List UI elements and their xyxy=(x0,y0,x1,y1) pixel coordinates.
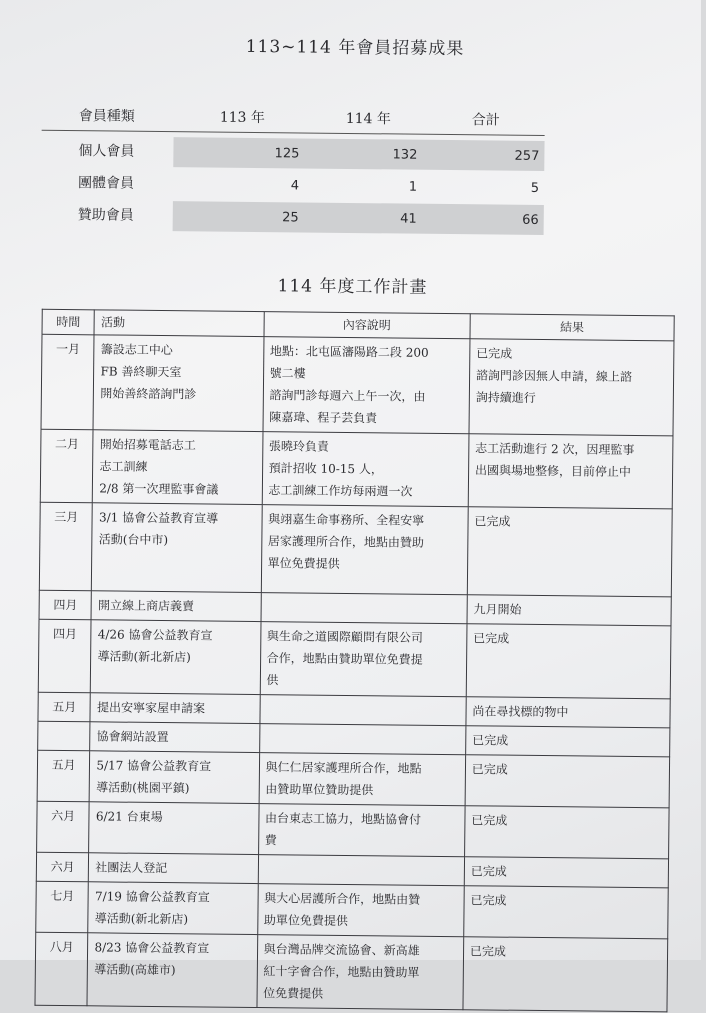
time-cell-line: 四月 xyxy=(52,626,78,642)
member-type: 個人會員 xyxy=(78,143,135,160)
member-type: 團體會員 xyxy=(78,175,135,192)
activity-cell xyxy=(88,882,258,935)
result-cell-line: 已完成 xyxy=(471,813,508,828)
result-cell xyxy=(466,726,670,757)
description-cell-line: 與仁仁居家護理所合作，地點 xyxy=(265,760,422,776)
result-cell xyxy=(464,857,668,888)
description-cell-line: 張曉玲負責 xyxy=(268,439,330,454)
activity-cell-line: 志工訓練 xyxy=(99,459,148,474)
description-cell xyxy=(260,695,467,726)
table-row xyxy=(36,881,668,939)
count-total: 5 xyxy=(530,180,540,196)
time-cell xyxy=(37,801,90,853)
time-cell xyxy=(40,429,93,503)
result-cell-line: 已完成 xyxy=(471,762,508,777)
activity-cell xyxy=(90,751,260,804)
description-cell-line: 由台東志工協力，地點協會付 xyxy=(264,811,422,827)
description-cell-line: 助單位免費提供 xyxy=(263,913,349,929)
time-cell-line: 六月 xyxy=(51,808,76,824)
work-plan-table xyxy=(34,309,674,1013)
count-114: 1 xyxy=(408,179,418,195)
summary-header-113: 113 年 xyxy=(219,109,266,127)
description-cell-line: 供 xyxy=(266,673,279,688)
description-cell xyxy=(257,884,464,937)
description-cell-line: 號二樓 xyxy=(269,366,306,381)
result-cell xyxy=(464,886,669,939)
count-113: 4 xyxy=(290,178,300,194)
count-total: 66 xyxy=(522,212,539,228)
time-cell-line: 六月 xyxy=(50,859,75,875)
result-cell xyxy=(468,434,673,509)
header-result: 結果 xyxy=(470,314,674,341)
description-cell-line: 與大心居護所合作，地點由贊 xyxy=(264,891,421,907)
description-cell-line: 合作，地點由贊助單位免費提 xyxy=(266,651,423,667)
activity-cell xyxy=(91,620,261,695)
description-cell xyxy=(258,855,465,886)
result-cell-line: 詢持續進行 xyxy=(475,390,536,405)
activity-cell-line: 7/19 協會公益教育宣 xyxy=(94,889,210,905)
result-cell xyxy=(467,507,672,597)
activity-cell-line: 導活動(新北新店) xyxy=(94,911,189,927)
description-cell-line: 地點：北屯區瀋陽路二段 200 xyxy=(269,344,429,360)
summary-title: 113~114 年會員招募成果 xyxy=(245,36,465,60)
time-cell-line: 三月 xyxy=(54,509,79,525)
time-cell xyxy=(41,334,94,430)
activity-cell-line: FB 善終聊天室 xyxy=(100,364,182,380)
time-cell-line: 四月 xyxy=(53,597,78,613)
description-cell xyxy=(261,505,468,595)
count-total: 257 xyxy=(514,148,540,164)
description-cell xyxy=(259,724,466,755)
time-cell-line: 一月 xyxy=(55,341,81,357)
summary-header-114: 114 年 xyxy=(345,110,392,128)
header-activity: 活動 xyxy=(94,310,263,337)
plan-title: 114 年度工作計畫 xyxy=(277,276,428,298)
activity-cell-line: 協會網站設置 xyxy=(96,729,169,745)
activity-cell-line: 2/8 第一次理監事會議 xyxy=(99,481,219,497)
table-row xyxy=(37,750,669,808)
count-113: 25 xyxy=(282,210,299,226)
description-cell xyxy=(259,753,466,806)
result-cell xyxy=(466,697,670,728)
summary-header-total: 合計 xyxy=(471,112,500,129)
description-cell-line: 與翊嘉生命事務所、全程安寧 xyxy=(268,512,425,528)
summary-row-shade xyxy=(173,201,544,235)
activity-cell xyxy=(91,591,260,622)
description-cell-line: 預計招收 10-15 人， xyxy=(268,461,383,477)
count-113: 125 xyxy=(274,146,300,162)
description-cell-line: 位免費提供 xyxy=(263,986,324,1001)
result-cell xyxy=(463,937,668,1012)
result-cell-line: 已完成 xyxy=(469,944,507,959)
result-cell-line: 志工活動進行 2 次，因理監事 xyxy=(475,441,635,457)
result-cell-line: 已完成 xyxy=(476,346,513,361)
summary-row xyxy=(41,134,544,171)
summary-row-shade xyxy=(173,137,544,171)
result-cell xyxy=(465,755,670,808)
time-cell xyxy=(39,590,92,620)
description-cell-line: 紅十字會合作，地點由贊助單 xyxy=(263,964,420,980)
table-row xyxy=(40,429,673,509)
activity-cell xyxy=(89,853,258,884)
result-cell xyxy=(466,624,671,699)
description-cell-line: 諮詢門診每週六上午一次，由 xyxy=(269,388,426,404)
description-cell-line: 費 xyxy=(264,833,277,848)
description-cell xyxy=(261,593,468,624)
description-cell xyxy=(258,804,465,857)
activity-cell-line: 4/26 協會公益教育宣 xyxy=(97,627,213,643)
result-cell-line: 已完成 xyxy=(473,631,510,646)
time-cell xyxy=(38,619,91,693)
activity-cell-line: 開始善終諮詢門診 xyxy=(100,386,197,402)
result-cell xyxy=(467,595,671,626)
result-cell-line: 已完成 xyxy=(472,733,509,748)
summary-row xyxy=(41,198,544,235)
activity-cell-line: 導活動(高雄市) xyxy=(94,962,176,978)
table-row xyxy=(39,502,672,597)
time-cell xyxy=(38,721,91,751)
activity-cell xyxy=(90,693,259,724)
result-cell-line: 諮詢門診因無人申請，線上諮 xyxy=(475,368,633,384)
activity-cell xyxy=(89,802,259,855)
time-cell-line: 五月 xyxy=(51,757,76,773)
activity-cell xyxy=(93,430,263,505)
activity-cell-line: 3/1 協會公益教育宣導 xyxy=(98,510,219,526)
description-cell-line: 與台灣品牌交流協會、新高雄 xyxy=(263,942,420,958)
activity-cell-line: 提出安寧家屋申請案 xyxy=(96,700,206,716)
activity-cell-line: 導活動(桃園平鎮) xyxy=(96,780,190,796)
description-cell xyxy=(257,935,464,1010)
activity-cell xyxy=(93,335,263,432)
activity-cell-line: 開始招募電話志工 xyxy=(99,437,196,453)
activity-cell-line: 導活動(新北新店) xyxy=(97,649,191,665)
time-cell xyxy=(39,502,92,591)
time-cell-line: 二月 xyxy=(54,436,80,452)
time-cell xyxy=(36,852,89,882)
description-cell-line: 居家護理所合作，地點由贊助 xyxy=(267,534,425,550)
description-cell-line: 與生命之道國際顧問有限公司 xyxy=(266,629,424,645)
header-time: 時間 xyxy=(42,309,95,335)
result-cell xyxy=(464,806,669,859)
count-114: 41 xyxy=(400,211,417,227)
time-cell xyxy=(36,881,89,933)
table-row xyxy=(37,801,669,859)
time-cell-line: 五月 xyxy=(52,699,77,715)
time-cell xyxy=(38,692,91,722)
description-cell xyxy=(263,337,470,434)
result-cell-line: 已完成 xyxy=(474,514,511,529)
activity-cell-line: 6/21 台東場 xyxy=(95,809,163,825)
activity-cell-line: 8/23 協會公益教育宣 xyxy=(94,940,210,956)
description-cell-line: 單位免費提供 xyxy=(267,556,340,571)
result-cell-line: 已完成 xyxy=(470,893,507,908)
activity-cell xyxy=(90,722,259,753)
activity-cell-line: 籌設志工中心 xyxy=(100,342,173,358)
description-cell-line: 由贊助單位贊助提供 xyxy=(265,782,374,798)
activity-cell-line: 開立線上商店義賣 xyxy=(97,598,195,614)
table-row xyxy=(41,334,674,436)
activity-cell-line: 社團法人登記 xyxy=(95,860,168,876)
activity-cell-line: 活動(台中市) xyxy=(98,532,169,548)
result-cell-line: 九月開始 xyxy=(473,602,522,617)
result-cell-line: 尚在尋找標的物中 xyxy=(472,704,569,720)
table-row xyxy=(35,932,668,1012)
time-cell xyxy=(37,750,90,802)
time-cell-line: 七月 xyxy=(50,888,75,904)
activity-cell xyxy=(92,503,262,593)
description-cell xyxy=(262,432,469,507)
header-description: 內容說明 xyxy=(264,312,471,339)
result-cell xyxy=(469,339,674,436)
count-114: 132 xyxy=(392,147,418,163)
time-cell xyxy=(35,932,88,1006)
summary-header-type: 會員種類 xyxy=(78,108,135,125)
result-cell-line: 已完成 xyxy=(470,864,507,879)
table-body xyxy=(35,334,674,1012)
activity-cell-line: 5/17 協會公益教育宣 xyxy=(96,758,212,774)
activity-cell xyxy=(87,933,257,1008)
table-row xyxy=(38,619,671,699)
summary-row xyxy=(41,166,544,203)
member-type: 贊助會員 xyxy=(77,207,134,224)
description-cell-line: 志工訓練工作坊每兩週一次 xyxy=(268,483,413,499)
time-cell-line: 八月 xyxy=(49,939,74,955)
description-cell xyxy=(260,622,467,697)
description-cell-line: 陳嘉瑋、程子芸負責 xyxy=(269,410,378,426)
result-cell-line: 出國與場地整修，目前停止中 xyxy=(474,463,632,479)
